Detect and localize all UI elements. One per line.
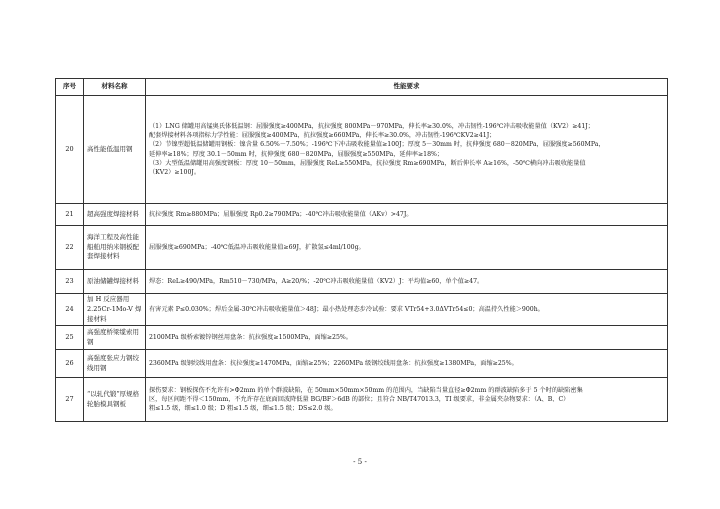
table-row: [56, 96, 668, 204]
requirement-line: （KV2）≥100J。: [149, 169, 201, 177]
requirement-line: 粗≤1.5 级，细≤1.0 级；D 粗≤1.5 级，细≤1.5 级；DS≤2.0 级。: [149, 405, 337, 413]
row-material-name: 原油储罐焊接材料: [84, 270, 146, 294]
table-row: [56, 350, 668, 378]
row-requirements: [146, 378, 668, 422]
header-requirements: 性能要求: [146, 79, 668, 96]
table-row: [56, 294, 668, 326]
requirement-line: 有害元素 P≤0.030%；焊后金属-30℃冲击吸收能量值＞48J；最小热处理态步冷试验：要求 VTr54+3.0ΔVTr54≤0；高温持久性能＞900h。: [149, 305, 544, 313]
table-row: [56, 270, 668, 294]
header-material-name: 材料名称: [84, 79, 146, 96]
table-row: [56, 204, 668, 226]
row-index: 27: [56, 378, 84, 422]
row-index: 26: [56, 350, 84, 378]
row-requirements: [146, 326, 668, 350]
row-material-name: 高强度桥梁缆索用钢: [84, 326, 146, 350]
requirement-line: 延伸率≥18%；厚度 30.1－50mm 时，抗伸强度 680－820MPa，屈服强度≥550MPa，延伸率≥18%；: [149, 150, 444, 158]
header-index: 序号: [56, 79, 84, 96]
row-material-name: “以轧代锻”厚规格轮胎模具钢板: [84, 378, 146, 422]
page-number: - 5 -: [353, 458, 367, 466]
table-header-row: [56, 79, 668, 96]
row-material-name: 高强度张应力钢绞线用钢: [84, 350, 146, 378]
row-requirements: [146, 96, 668, 204]
requirement-line: 抗拉强度 Rm≥880MPa；屈服强度 Rp0.2≥790MPa；-40℃冲击吸收能量值（AKv）>47J。: [149, 210, 413, 218]
row-material-name: 加 H 反应器用 2.25Cr-1Mo-V 焊接材料: [84, 294, 146, 326]
requirement-line: 2100MPa 级桥索镀锌钢丝用盘条：抗拉强度≥1500MPa，面缩≥25%。: [149, 334, 352, 342]
row-index: 23: [56, 270, 84, 294]
requirement-line: 配套焊接材料各项指标力学性能：屈服强度≥400MPa，抗拉强度≥660MPa，伸长率≥30.0%，冲击韧性-196℃KV2≥41J；: [149, 131, 496, 139]
row-requirements: [146, 270, 668, 294]
row-index: 25: [56, 326, 84, 350]
row-material-name: 海洋工程及高性能船舶用纳米钢板配套焊接材料: [84, 226, 146, 270]
row-material-name: 高性能低温用钢: [84, 96, 146, 204]
requirement-line: （2）节镍型超低温储罐用钢板：镍含量 6.50%－7.50%；-196℃下冲击吸收能量值≥100J；厚度 5－30mm 时，抗伸强度 680－820MPa，屈服强度≥560MPa，: [149, 141, 605, 149]
requirement-line: 探伤要求：钢板探伤不允许有>Φ2mm 的单个群波缺陷，在 50mm×50mm×50mm 的范围内，当缺陷当量直径≥Φ2mm 的群波缺陷多于 5 个时的缺陷密集: [149, 386, 583, 394]
requirement-line: 焊态：ReL≥490/MPa，Rm510－730/MPa，A≥20/%；-20℃冲击吸收能量值（KV2）J：平均值≥60，单个值≥47。: [149, 277, 484, 285]
row-index: 20: [56, 96, 84, 204]
table-body: [56, 96, 668, 422]
requirement-line: （3）大型低温储罐用高强度钢板：厚度 10－50mm，屈服强度 ReL≥550MPa，抗拉强度 Rm≥690MPa，断后伸长率 A≥16%，-50℃横向冲击吸收能量值: [149, 159, 586, 167]
row-index: 24: [56, 294, 84, 326]
table-row: [56, 326, 668, 350]
requirement-line: （1）LNG 储罐用高锰奥氏体低温钢：屈服强度≥400MPa，抗拉强度 800MPa－970MPa，伸长率≥30.0%，冲击韧性-196℃冲击吸收能量值（KV2）≥41J；: [149, 122, 594, 130]
row-material-name: 超高强度焊接材料: [84, 204, 146, 226]
row-index: 22: [56, 226, 84, 270]
row-requirements: [146, 204, 668, 226]
requirement-line: 2360MPa 级钢绞线用盘条：抗拉强度≥1470MPa，面缩≥25%；2260MPa 级钢绞线用盘条：抗拉强度≥1380MPa，面缩≥25%。: [149, 360, 518, 368]
row-requirements: [146, 226, 668, 270]
requirement-line: 区，每区间距不得＜150mm，不允许存在底面回波降低量 BG/BF＞6dB 的部位；且符合 NB/T47013.3，TI 级要求，非金属夹杂物要求：（A、B、C）: [149, 396, 570, 404]
row-requirements: [146, 350, 668, 378]
requirement-line: 屈服强度≥690MPa；-40℃低温冲击吸收能量值≥69J，扩散氢≤4ml/100g。: [149, 243, 365, 251]
table-row: [56, 378, 668, 422]
row-requirements: [146, 294, 668, 326]
table-row: [56, 226, 668, 270]
materials-table: [55, 78, 668, 422]
row-index: 21: [56, 204, 84, 226]
